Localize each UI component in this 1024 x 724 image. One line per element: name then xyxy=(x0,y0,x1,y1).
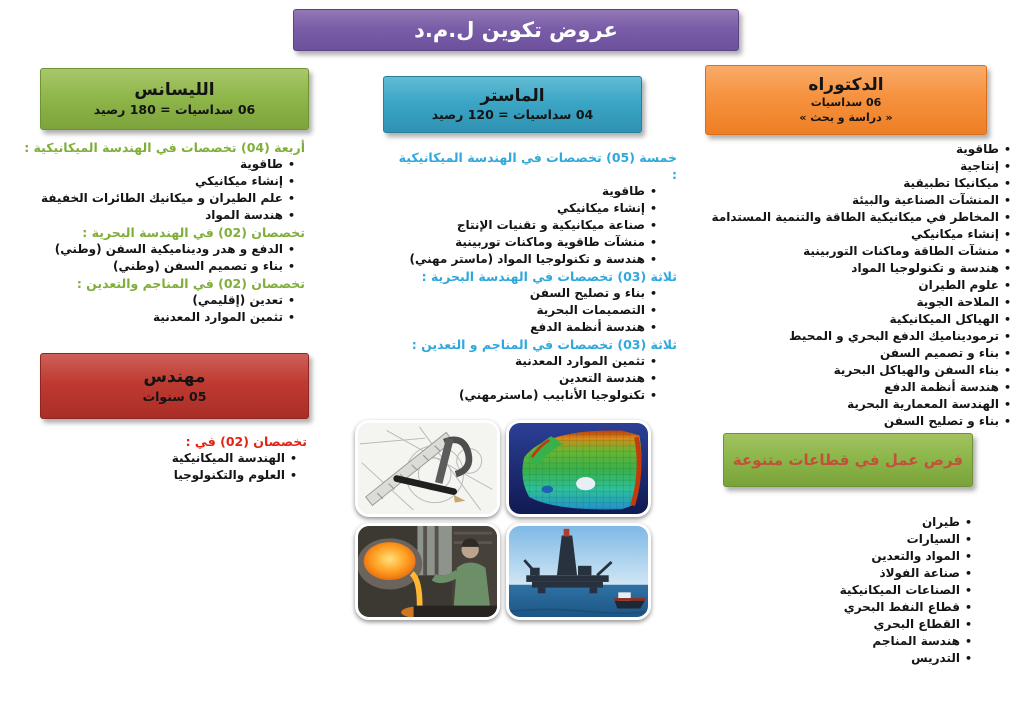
fea-simulation-graphic xyxy=(509,423,648,514)
technical-drawing-graphic xyxy=(358,423,497,514)
list-item: •طاقوية xyxy=(239,157,295,171)
bullet-icon: • xyxy=(1003,262,1011,275)
bullet-icon: • xyxy=(287,175,295,188)
list-item: •طيران xyxy=(921,515,972,529)
list-item: •إنشاء ميكانيكي xyxy=(910,227,1011,241)
bullet-icon: • xyxy=(964,618,972,631)
list-item: •المواد والتعدين xyxy=(871,549,972,563)
technical-drawing-image xyxy=(355,420,500,517)
engineer-header xyxy=(40,353,309,419)
list-item: •إنتاجية xyxy=(960,159,1011,173)
section-heading: تخصصان (02) في : xyxy=(185,434,307,449)
list-item: •ترموديناميك الدفع البحري و المحيط xyxy=(789,329,1011,343)
bullet-icon: • xyxy=(1003,279,1011,292)
license-mechanical-section xyxy=(20,139,305,224)
license-credits: 06 سداسيات = 180 رصيد xyxy=(93,101,256,117)
license-specialties xyxy=(20,139,305,326)
bullet-icon: • xyxy=(287,260,295,273)
list-item: •علوم الطيران xyxy=(918,278,1011,292)
list-item: •بناء و تصميم السفن (وطني) xyxy=(113,259,295,273)
section-heading: تخصصان (02) في المناجم والتعدين : xyxy=(76,276,305,291)
engineer-section xyxy=(20,433,307,484)
foundry-casting-graphic xyxy=(358,526,497,617)
license-header xyxy=(40,68,309,130)
bullet-icon: • xyxy=(649,236,657,249)
engineer-list xyxy=(20,450,307,484)
bullet-icon: • xyxy=(287,158,295,171)
list-item: •هندسة أنظمة الدفع xyxy=(884,380,1011,394)
doctorate-note: « دراسة و بحث » xyxy=(799,110,893,124)
section-heading: ثلاثة (03) تخصصات في المناجم و التعدين : xyxy=(411,337,677,352)
license-mining-section xyxy=(20,275,305,326)
bullet-icon: • xyxy=(964,601,972,614)
doctorate-semesters: 06 سداسيات xyxy=(810,96,882,110)
section-heading: خمسة (05) تخصصات في الهندسة الميكانيكية : xyxy=(398,150,677,182)
bullet-icon: • xyxy=(287,311,295,324)
master-mechanical-list xyxy=(390,183,677,268)
bullet-icon: • xyxy=(1003,347,1011,360)
bullet-icon: • xyxy=(964,635,972,648)
list-item: •هندسة المناجم xyxy=(872,634,972,648)
bullet-icon: • xyxy=(289,452,297,465)
master-title: الماستر xyxy=(480,85,545,106)
offshore-rig-graphic xyxy=(509,526,648,617)
bullet-icon: • xyxy=(1003,143,1011,156)
list-item: •هندسة و تكنولوجيا المواد (ماستر مهني) xyxy=(409,252,657,266)
bullet-icon: • xyxy=(1003,381,1011,394)
list-item: •بناء و تصليح السفن xyxy=(883,414,1011,428)
bullet-icon: • xyxy=(964,516,972,529)
master-mechanical-section xyxy=(390,149,677,268)
section-heading: تخصصان (02) في الهندسة البحرية : xyxy=(82,225,305,240)
bullet-icon: • xyxy=(287,243,295,256)
bullet-icon: • xyxy=(1003,330,1011,343)
list-item: •ميكانيكا تطبيقية xyxy=(903,176,1011,190)
list-item: •هندسة و تكنولوجيا المواد xyxy=(851,261,1011,275)
bullet-icon: • xyxy=(964,584,972,597)
master-credits: 04 سداسيات = 120 رصيد xyxy=(431,107,594,122)
list-item: •الملاحة الجوية xyxy=(916,295,1011,309)
master-header xyxy=(383,76,642,133)
list-item: •منشآت طاقوية وماكنات توربينية xyxy=(455,235,657,249)
license-marine-list xyxy=(20,241,305,275)
engineer-title: مهندس xyxy=(143,367,206,388)
license-mechanical-list xyxy=(20,156,305,224)
bullet-icon: • xyxy=(649,355,657,368)
list-item: •صناعة ميكانيكية و تقنيات الإنتاج xyxy=(456,218,657,232)
list-item: •تثمين الموارد المعدنية xyxy=(153,310,295,324)
bullet-icon: • xyxy=(287,294,295,307)
photo-grid xyxy=(355,420,651,620)
list-item: •بناء السفن والهياكل البحرية xyxy=(833,363,1011,377)
section-heading: ثلاثة (03) تخصصات في الهندسة البحرية : xyxy=(421,269,677,284)
fea-simulation-image xyxy=(506,420,651,517)
list-item: •قطاع النفط البحري xyxy=(843,600,972,614)
license-marine-section xyxy=(20,224,305,275)
bullet-icon: • xyxy=(1003,415,1011,428)
list-item: •تكنولوجيا الأنابيب (ماسترمهني) xyxy=(458,388,657,402)
bullet-icon: • xyxy=(1003,160,1011,173)
master-marine-section xyxy=(390,268,677,336)
foundry-casting-image xyxy=(355,523,500,620)
bullet-icon: • xyxy=(649,287,657,300)
list-item: •المنشآت الصناعية والبيئة xyxy=(852,193,1011,207)
list-item: •إنشاء ميكانيكي xyxy=(556,201,657,215)
engineer-years: 05 سنوات xyxy=(142,388,207,404)
bullet-icon: • xyxy=(964,533,972,546)
offshore-rig-image xyxy=(506,523,651,620)
bullet-icon: • xyxy=(1003,245,1011,258)
master-marine-list xyxy=(390,285,677,336)
bullet-icon: • xyxy=(1003,211,1011,224)
bullet-icon: • xyxy=(1003,194,1011,207)
bullet-icon: • xyxy=(964,550,972,563)
bullet-icon: • xyxy=(289,469,297,482)
list-item: •هندسة المواد xyxy=(205,208,295,222)
bullet-icon: • xyxy=(1003,177,1011,190)
bullet-icon: • xyxy=(1003,313,1011,326)
list-item: •هندسة أنظمة الدفع xyxy=(530,320,657,334)
list-item: •منشآت الطاقة وماكنات التوربينية xyxy=(803,244,1011,258)
bullet-icon: • xyxy=(649,253,657,266)
bullet-icon: • xyxy=(964,567,972,580)
jobs-sectors xyxy=(700,514,972,667)
list-item: •الهياكل الميكانيكية xyxy=(889,312,1011,326)
bullet-icon: • xyxy=(287,209,295,222)
list-item: •تثمين الموارد المعدنية xyxy=(515,354,657,368)
master-mining-list xyxy=(390,353,677,404)
bullet-icon: • xyxy=(649,219,657,232)
list-item: •التصميمات البحرية xyxy=(536,303,657,317)
doctorate-list xyxy=(700,141,1011,430)
list-item: •صناعة الفولاذ xyxy=(879,566,972,580)
license-mining-list xyxy=(20,292,305,326)
bullet-icon: • xyxy=(1003,228,1011,241)
bullet-icon: • xyxy=(1003,398,1011,411)
list-item: •طاقوية xyxy=(955,142,1011,156)
master-specialties xyxy=(390,149,677,404)
bullet-icon: • xyxy=(649,389,657,402)
license-title: الليسانس xyxy=(134,80,215,101)
bullet-icon: • xyxy=(287,192,295,205)
jobs-banner xyxy=(723,433,973,487)
engineer-specialties xyxy=(20,433,307,484)
bullet-icon: • xyxy=(649,304,657,317)
jobs-banner-text: فرص عمل في قطاعات متنوعة xyxy=(732,450,964,469)
list-item: •العلوم والتكنولوجيا xyxy=(173,468,297,482)
bullet-icon: • xyxy=(649,321,657,334)
bullet-icon: • xyxy=(1003,364,1011,377)
doctorate-specialties xyxy=(700,141,1011,430)
list-item: •تعدين (إقليمي) xyxy=(192,293,295,307)
list-item: •الدفع و هدر وديناميكية السفن (وطني) xyxy=(54,242,295,256)
doctorate-header xyxy=(705,65,987,135)
master-mining-section xyxy=(390,336,677,404)
page-title: عروض تكوين ل.م.د xyxy=(414,17,618,42)
title-banner xyxy=(293,9,739,51)
bullet-icon: • xyxy=(1003,296,1011,309)
list-item: •علم الطيران و ميكانيك الطائرات الخفيفة xyxy=(41,191,295,205)
list-item: •التدريس xyxy=(911,651,972,665)
list-item: •السيارات xyxy=(906,532,972,546)
list-item: •القطاع البحري xyxy=(873,617,972,631)
list-item: •هندسة التعدين xyxy=(559,371,657,385)
doctorate-title: الدكتوراه xyxy=(808,75,884,96)
list-item: •طاقوية xyxy=(601,184,657,198)
list-item: •الهندسة الميكانيكية xyxy=(171,451,297,465)
bullet-icon: • xyxy=(649,185,657,198)
section-heading: أربعة (04) تخصصات في الهندسة الميكانيكية : xyxy=(24,140,305,155)
list-item: •الهندسة المعمارية البحرية xyxy=(847,397,1011,411)
list-item: •الصناعات الميكانيكية xyxy=(839,583,972,597)
bullet-icon: • xyxy=(649,202,657,215)
bullet-icon: • xyxy=(649,372,657,385)
list-item: •بناء و تصليح السفن xyxy=(529,286,657,300)
jobs-list xyxy=(700,514,972,667)
list-item: •إنشاء ميكانيكي xyxy=(194,174,295,188)
list-item: •المخاطر في ميكانيكية الطاقة والتنمية المستدامة xyxy=(711,210,1011,224)
bullet-icon: • xyxy=(964,652,972,665)
list-item: •بناء و تصميم السفن xyxy=(879,346,1011,360)
